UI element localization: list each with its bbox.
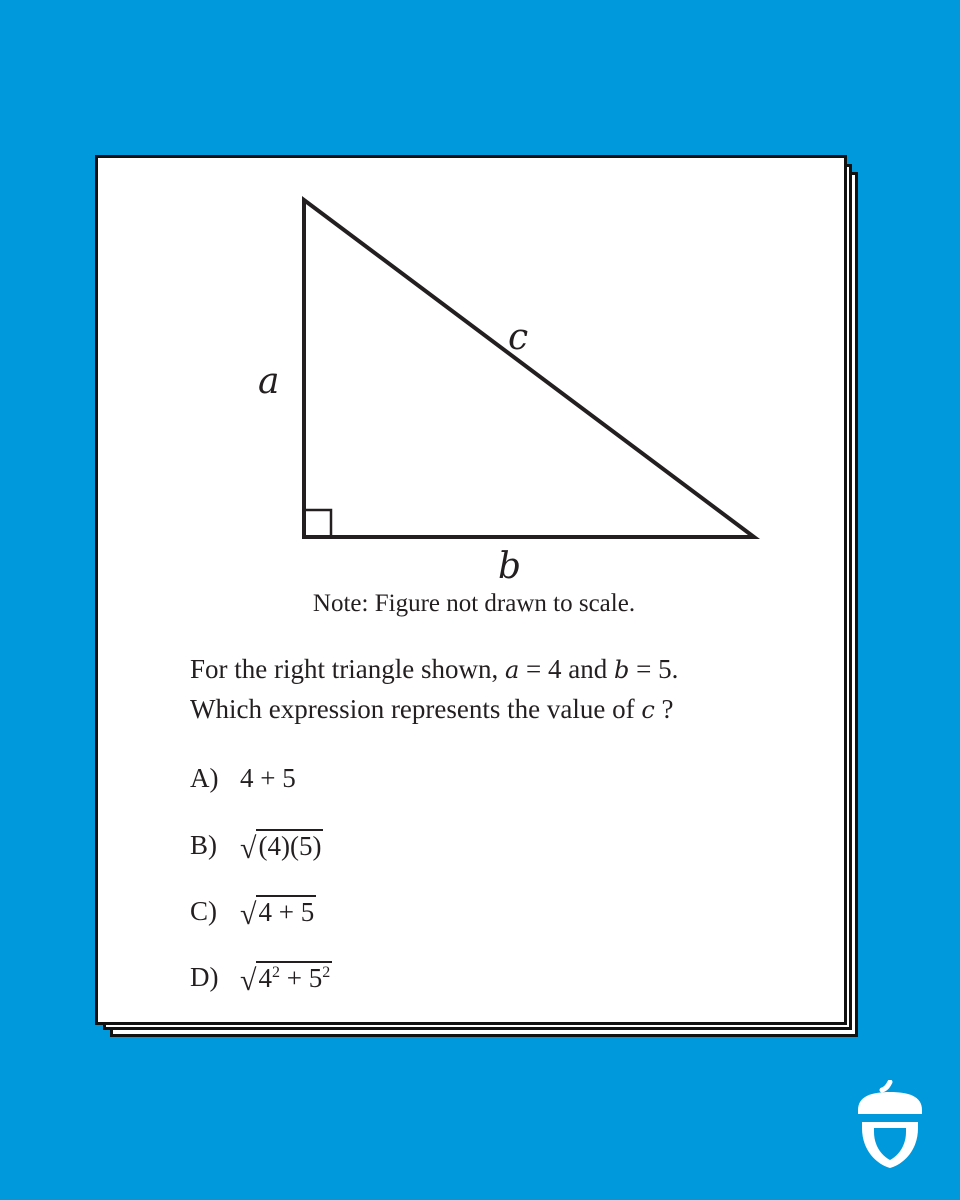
choice-b[interactable] — [190, 829, 323, 866]
radicand: (4)(5) — [258, 831, 322, 861]
radicand — [256, 961, 332, 994]
right-triangle-figure — [98, 158, 850, 588]
choice-letter: D) — [190, 962, 219, 993]
question-mark: ? — [661, 694, 674, 724]
plus-sign: + — [279, 963, 309, 993]
var-b: b — [614, 656, 630, 684]
choice-a[interactable] — [190, 763, 296, 794]
square-root — [240, 829, 323, 866]
var-a: a — [504, 656, 520, 684]
square-root — [240, 961, 332, 998]
question-eq2: = 5. — [636, 654, 679, 684]
exponent: 2 — [271, 964, 280, 981]
side-c-label: c — [508, 317, 529, 358]
base-4: 4 — [258, 963, 272, 993]
square-root — [240, 895, 316, 932]
exponent: 2 — [322, 964, 331, 981]
side-b-label: b — [498, 546, 522, 587]
choice-d[interactable] — [190, 961, 332, 998]
choice-letter: C) — [190, 896, 217, 927]
question-line2: Which expression represents the value of — [190, 694, 635, 724]
right-angle-marker — [304, 510, 331, 537]
radicand: 4 + 5 — [258, 897, 315, 927]
triangle — [304, 200, 754, 537]
figure-note: Note: Figure not drawn to scale. — [312, 590, 636, 617]
var-c: c — [641, 696, 655, 724]
acorn-icon — [852, 1080, 928, 1170]
question-text — [190, 650, 810, 730]
radical-sign: √ — [240, 898, 257, 932]
question-line1: For the right triangle shown, — [190, 654, 499, 684]
question-card — [95, 155, 847, 1025]
choice-letter: A) — [190, 763, 219, 793]
radical-sign: √ — [240, 964, 257, 998]
side-a-label: a — [258, 361, 280, 402]
choice-c[interactable] — [190, 895, 316, 932]
choice-expression: 4 + 5 — [240, 763, 296, 793]
choice-letter: B) — [190, 830, 217, 861]
radical-sign: √ — [240, 832, 257, 866]
base-5: 5 — [308, 963, 323, 993]
question-eq1: = 4 and — [526, 654, 608, 684]
